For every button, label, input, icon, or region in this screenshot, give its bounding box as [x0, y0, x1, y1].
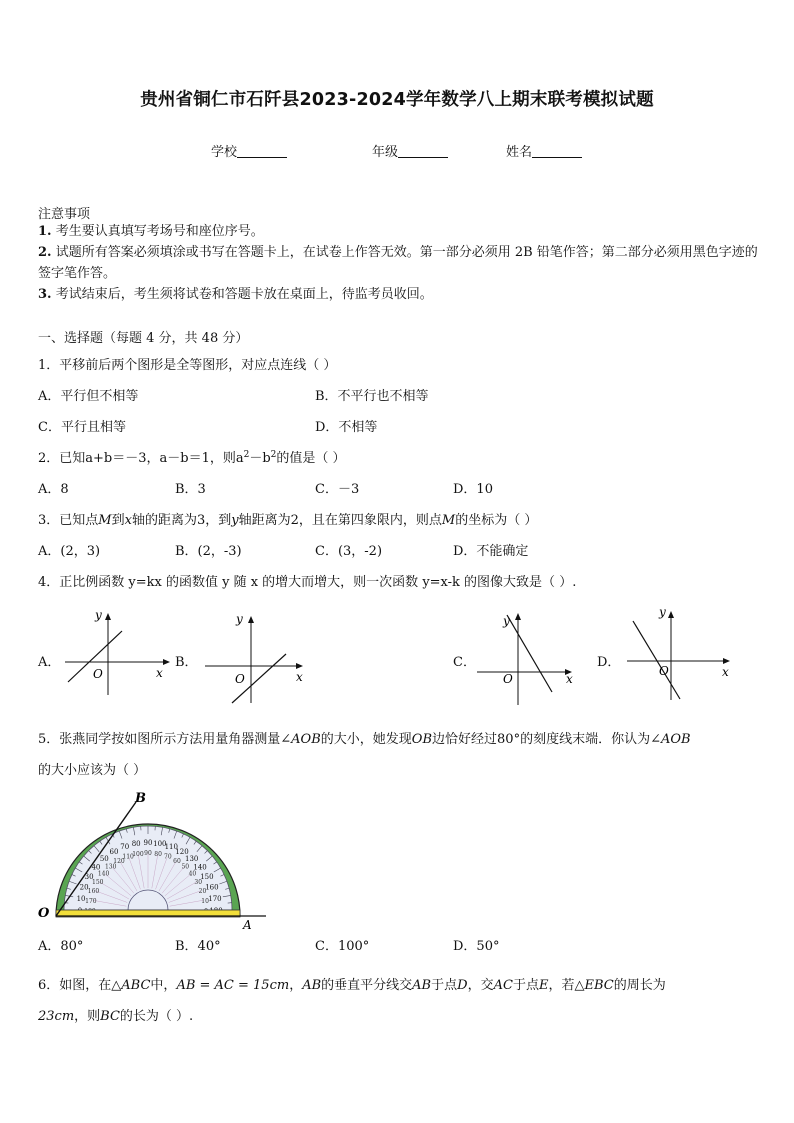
q4-option-a[interactable]: A． [38, 655, 61, 670]
q5-text: 的大小，她发现 [320, 732, 412, 747]
q3-option-d[interactable]: D．不能确定 [453, 544, 529, 559]
q6-var: E [538, 978, 549, 993]
x-label: x [566, 672, 573, 686]
q6-text: ，若 [548, 978, 575, 993]
q6-var: BC [100, 1009, 120, 1024]
name-label: 姓名 [506, 145, 533, 160]
q5-text: 的刻度线末端．你认为 [520, 732, 651, 747]
protractor-inner-number: 70 [164, 853, 172, 861]
q6-var: 23cm [38, 1009, 75, 1024]
origin-label: O [93, 667, 103, 681]
q3-var: x [124, 513, 132, 528]
y-label: y [236, 612, 243, 626]
q2-option-d[interactable]: D．10 [453, 482, 493, 497]
q3-var: M [98, 513, 112, 528]
notice-text: 考生要认真填写考场号和座位序号。 [55, 224, 264, 239]
q2-option-a[interactable]: A．8 [38, 482, 69, 497]
q5-var: ∠AOB [650, 732, 691, 747]
q6-text: 于点 [431, 978, 458, 993]
q5-text: 80° [497, 732, 521, 747]
q5-text: 边恰好经过 [432, 732, 498, 747]
q3-var: y [231, 513, 239, 528]
protractor-outer-number: 170 [208, 895, 222, 904]
protractor-outer-number: 10 [76, 895, 86, 904]
q4-option-d[interactable]: D． [597, 655, 621, 670]
arrow-icon [105, 613, 111, 620]
protractor-inner-number: 120 [113, 857, 125, 865]
protractor-inner-number: 140 [97, 870, 110, 878]
protractor-outer-number: 110 [164, 843, 178, 852]
q3-text: 3．已知点 [38, 513, 99, 528]
q6-var: AB [302, 978, 322, 993]
notice-num: 1. [38, 224, 52, 239]
protractor-inner-number: 60 [173, 857, 181, 865]
y-label: y [659, 605, 666, 619]
protractor-inner-number: 50 [181, 863, 190, 871]
notice-item-2 [38, 242, 760, 284]
question-5-line-2: 的大小应该为（ ） [38, 763, 147, 778]
q5-text: 5．张燕同学按如图所示方法用量角器测量 [38, 732, 281, 747]
grade-label: 年级 [372, 145, 399, 160]
q1-option-b[interactable]: B．不平行也不相等 [315, 389, 429, 404]
name-blank[interactable] [532, 145, 582, 158]
q3-var: M [441, 513, 456, 528]
q3-text: 到 [111, 513, 125, 528]
q6-text: 于点 [512, 978, 539, 993]
q5-option-c[interactable]: C．100° [315, 939, 370, 954]
q2-exponent: 2 [243, 450, 250, 460]
school-label: 学校 [211, 145, 238, 160]
arrow-icon [296, 663, 303, 669]
protractor-inner-number: 90 [144, 850, 152, 857]
label-O: O [38, 906, 50, 921]
protractor-outer-number: 100 [153, 840, 167, 849]
protractor-outer-number: 40 [91, 863, 101, 872]
protractor-outer-number: 120 [175, 848, 189, 857]
protractor-inner-number: 10 [201, 897, 209, 905]
protractor-inner-number: 20 [198, 888, 207, 896]
question-6-line-2 [38, 1005, 193, 1024]
notice-text: 试题所有答案必须填涂或书写在答题卡上，在试卷上作答无效。第一部分必须用 2B 铅笔作答；第二部分必须用黑色字迹的签字笔作答。 [38, 245, 758, 281]
notice-text: 考试结束后，考生须将试卷和答题卡放在桌面上，待监考员收回。 [55, 287, 433, 302]
q5-option-b[interactable]: B．40° [175, 939, 221, 954]
q2-option-b[interactable]: B．3 [175, 482, 206, 497]
y-label: y [503, 614, 510, 628]
protractor-outer-number: 90 [143, 839, 153, 847]
function-line [507, 615, 552, 692]
school-field[interactable] [211, 141, 287, 160]
protractor-outer-number: 50 [99, 854, 109, 863]
q3-option-b[interactable]: B．(2，-3) [175, 544, 242, 559]
question-1: 1．平移前后两个图形是全等图形，对应点连线（ ） [38, 358, 337, 373]
q6-text: 的周长为 [613, 978, 666, 993]
q6-text: 6．如图，在 [38, 978, 112, 993]
question-6-line-1 [38, 974, 666, 993]
notice-item-1 [38, 221, 760, 242]
q6-text: 中， [150, 978, 177, 993]
label-B: B [135, 791, 146, 806]
protractor-inner-number: 30 [194, 879, 203, 886]
q5-var: OB [411, 732, 433, 747]
y-label: y [95, 608, 102, 622]
x-label: x [296, 670, 303, 684]
notice-heading: 注意事项 [38, 207, 91, 222]
q4-graph-a [60, 605, 175, 695]
arrow-icon [723, 658, 730, 664]
arrow-icon [515, 613, 521, 620]
question-2 [38, 447, 346, 466]
protractor-inner-number: 100 [132, 850, 144, 858]
q4-graph-b [200, 605, 315, 695]
q6-var: D [457, 978, 468, 993]
q3-option-a[interactable]: A．(2，3) [38, 544, 101, 559]
q6-text: 的长为（ ）. [119, 1009, 194, 1024]
school-blank[interactable] [237, 145, 287, 158]
notice-num: 3. [38, 287, 52, 302]
q1-option-a[interactable]: A．平行但不相等 [38, 389, 139, 404]
origin-label: O [659, 664, 669, 678]
q3-text: 轴的距离为3，到 [131, 513, 232, 528]
protractor-outer-number: 150 [200, 873, 214, 881]
name-field[interactable] [506, 141, 582, 160]
q2-text: －b [249, 451, 271, 466]
q5-option-d[interactable]: D．50° [453, 939, 500, 954]
question-3 [38, 509, 537, 528]
section-heading: 一、选择题（每题 4 分，共 48 分） [38, 331, 249, 346]
q2-option-c[interactable]: C．－3 [315, 482, 360, 497]
notice-num: 2. [38, 245, 52, 260]
q6-var: △EBC [574, 978, 614, 993]
protractor-inner-number: 110 [122, 853, 134, 861]
q4-option-b[interactable]: B． [175, 655, 198, 670]
q2-text: 2．已知a+b＝－3，a－b＝1，则a [38, 451, 244, 466]
q3-text: 的坐标为（ ） [455, 513, 538, 528]
q5-var: ∠AOB [280, 732, 321, 747]
q1-option-c[interactable]: C．平行且相等 [38, 420, 126, 435]
q2-text: 的值是（ ） [276, 451, 346, 466]
arrow-icon [248, 616, 254, 623]
x-label: x [156, 666, 163, 680]
q4-graph-c [475, 605, 590, 695]
protractor-inner-number: 160 [87, 888, 100, 896]
q3-text: 轴距离为2，且在第四象限内，则点 [238, 513, 442, 528]
protractor-outer-number: 20 [79, 883, 89, 892]
protractor-outer-number: 130 [185, 854, 199, 863]
protractor-outer-number: 60 [109, 848, 119, 857]
q4-option-c[interactable]: C． [453, 655, 476, 670]
q4-graph-d [625, 605, 740, 695]
function-line [633, 621, 680, 699]
question-4: 4．正比例函数 y=kx 的函数值 y 随 x 的增大而增大，则一次函数 y=x-k 的图像大致是（ ）. [38, 575, 577, 590]
q2-exponent: 2 [270, 450, 277, 460]
protractor-inner-number: 170 [85, 897, 97, 905]
q6-text: ， [289, 978, 303, 993]
notice-item-3 [38, 284, 760, 305]
protractor-outer-number: 140 [193, 863, 207, 872]
protractor-inner-number: 130 [104, 863, 117, 871]
protractor-outer-number: 80 [131, 840, 141, 849]
q5-option-a[interactable]: A．80° [38, 939, 84, 954]
x-label: x [722, 665, 729, 679]
q6-text: ，则 [74, 1009, 101, 1024]
protractor-inner-number: 150 [92, 879, 104, 886]
q6-var: AB = AC = 15cm [176, 978, 290, 993]
protractor-outer-number: 160 [205, 883, 219, 892]
arrow-icon [668, 611, 674, 618]
protractor-inner-number: 80 [154, 850, 162, 858]
q1-option-d[interactable]: D．不相等 [315, 420, 378, 435]
grade-blank[interactable] [398, 145, 448, 158]
q6-var: △ABC [111, 978, 151, 993]
q6-var: AC [493, 978, 513, 993]
protractor-inner-number: 40 [188, 870, 197, 878]
q6-var: AB [412, 978, 432, 993]
protractor-outer-number: 70 [120, 843, 130, 852]
grade-field[interactable] [372, 141, 448, 160]
q6-text: ，交 [467, 978, 494, 993]
protractor-figure [36, 786, 268, 932]
page-title: 贵州省铜仁市石阡县2023-2024学年数学八上期末联考模拟试题 [140, 90, 654, 110]
question-5-line-1 [38, 728, 691, 747]
label-A: A [243, 918, 252, 932]
origin-label: O [235, 672, 245, 686]
protractor-outer-number: 30 [84, 873, 94, 881]
origin-label: O [503, 672, 513, 686]
q3-option-c[interactable]: C．(3，-2) [315, 544, 383, 559]
q6-text: 的垂直平分线交 [321, 978, 413, 993]
arrow-icon [163, 659, 170, 665]
